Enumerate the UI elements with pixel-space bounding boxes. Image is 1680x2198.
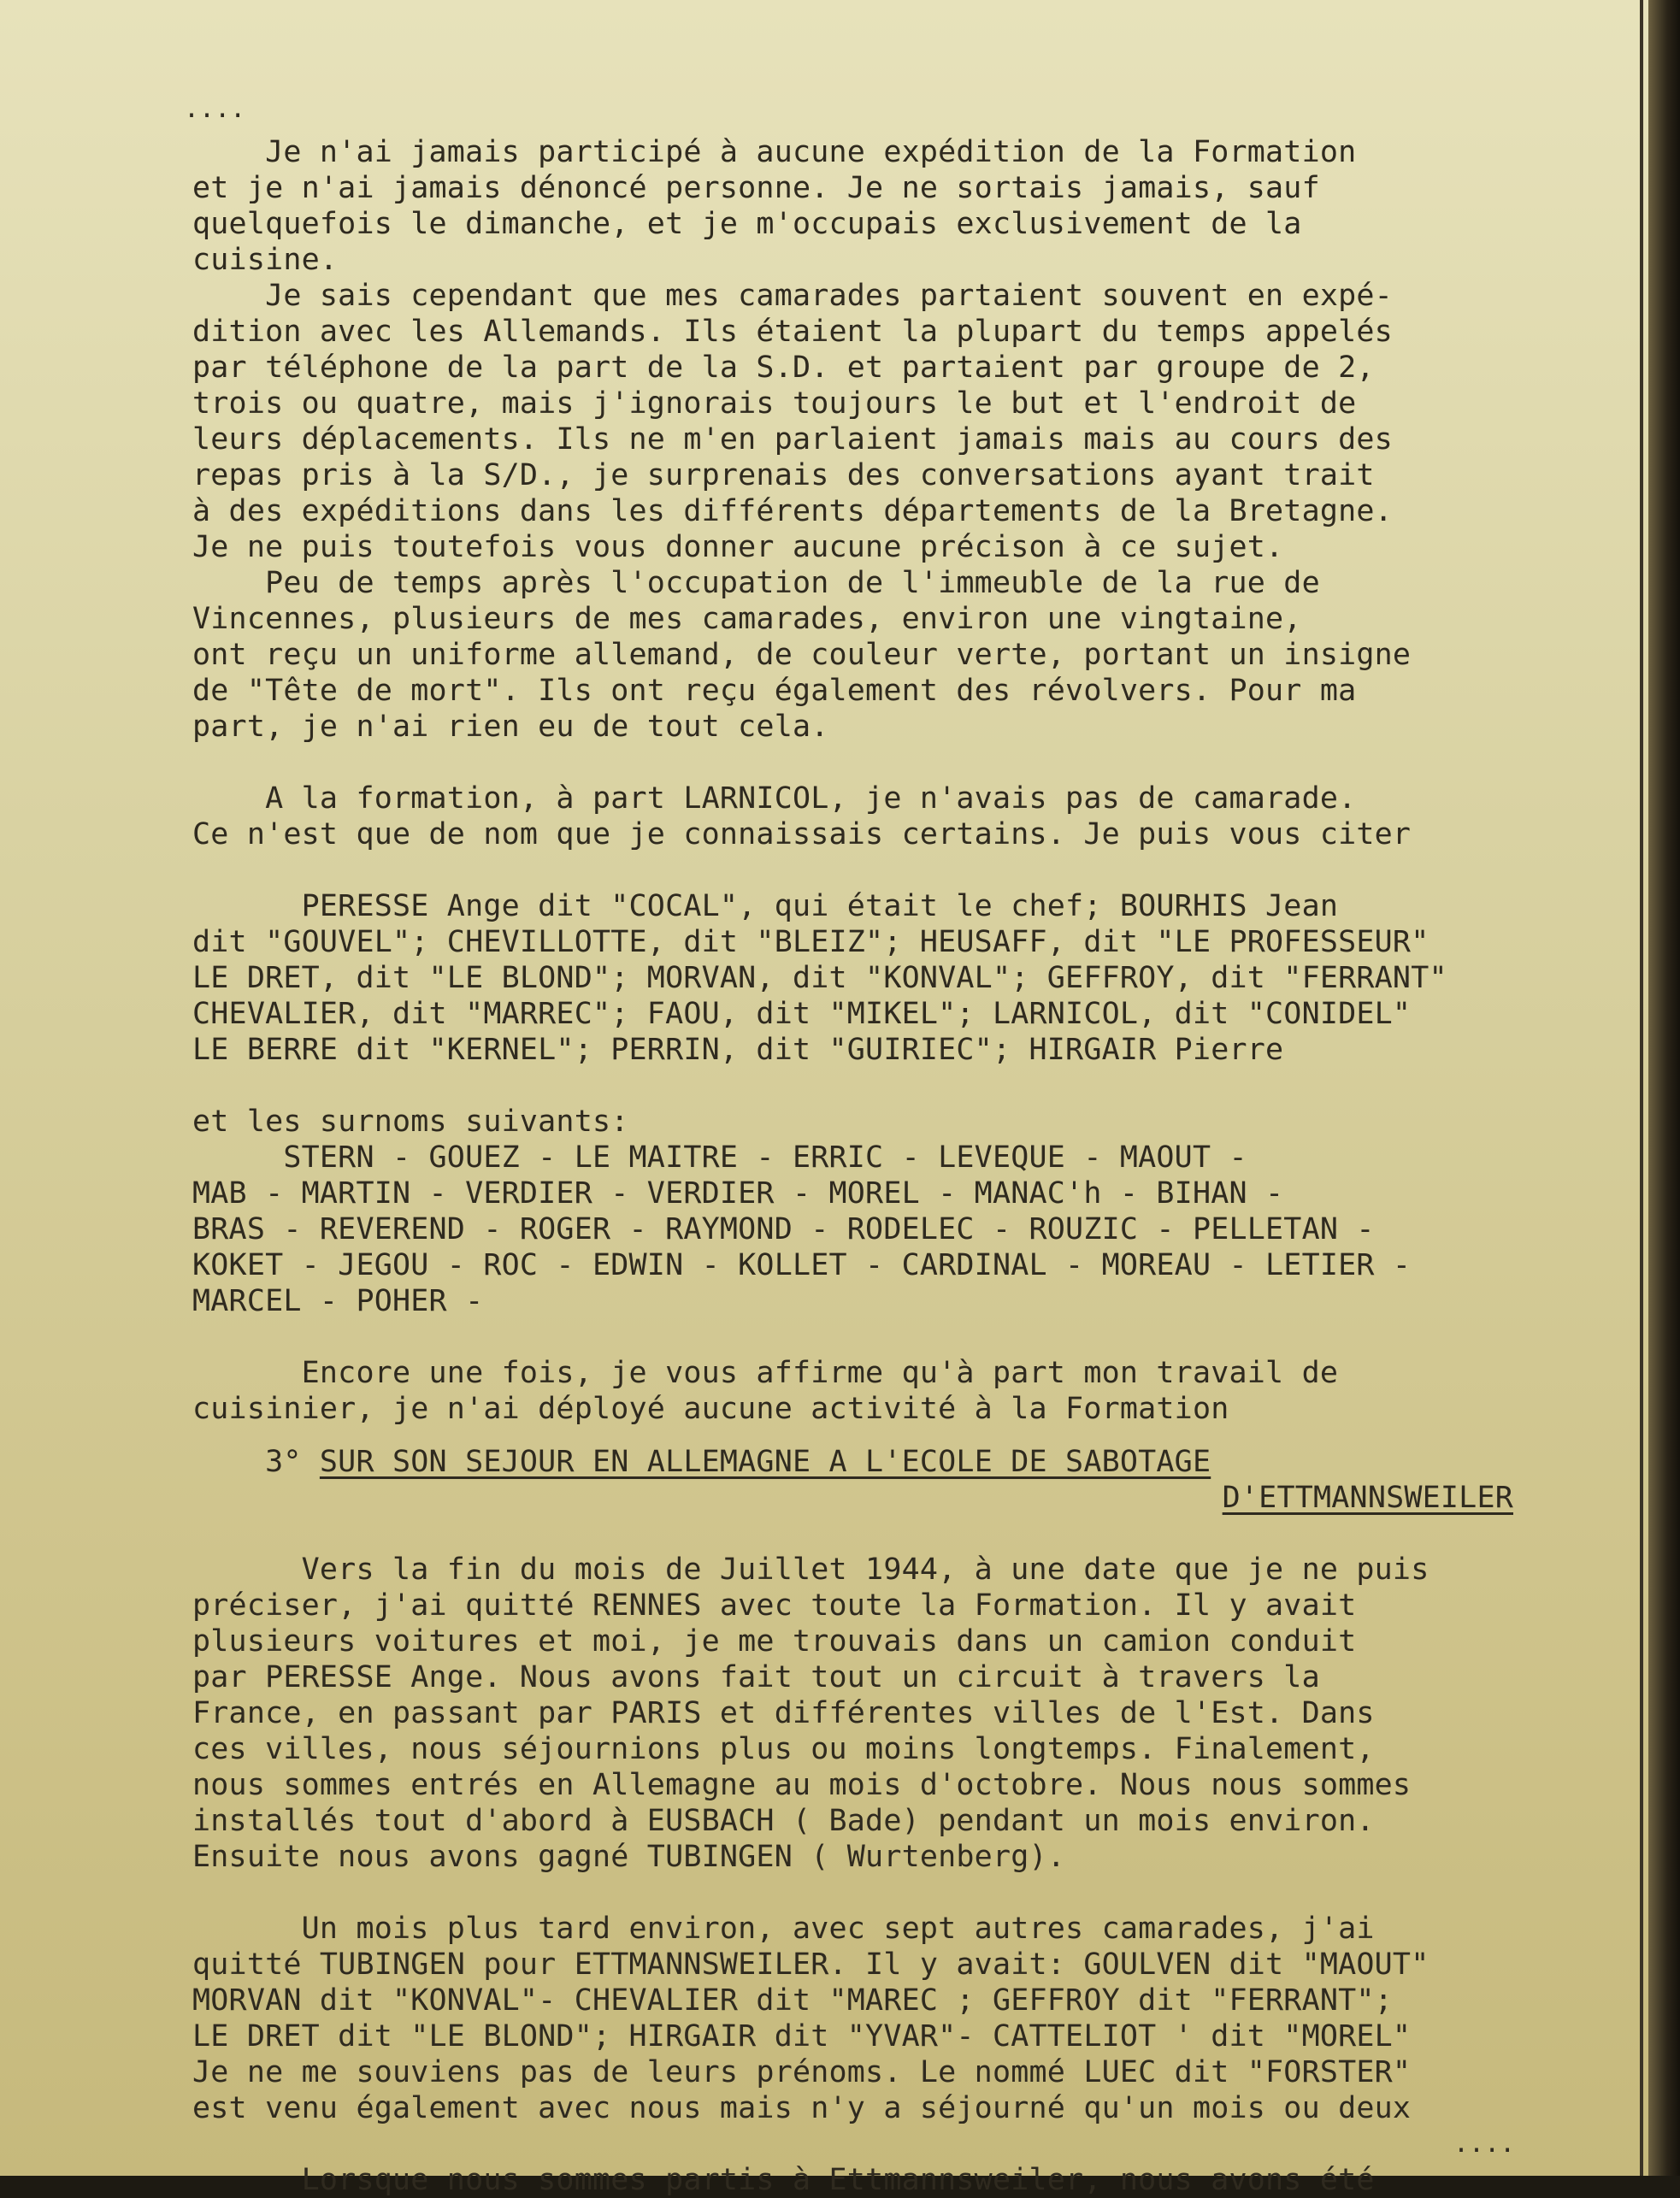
heading-line-2: D'ETTMANNSWEILER [1222,1481,1513,1515]
text-line: cuisinier, je n'ai déployé aucune activité à la Formation [192,1392,1229,1426]
text-line: A la formation, à part LARNICOL, je n'avais pas de camarade. [192,781,1357,816]
text-line: Vers la fin du mois de Juillet 1944, à une date que je ne puis [192,1553,1429,1587]
section-heading [192,1444,1637,1516]
text-line: et je n'ai jamais dénoncé personne. Je ne sortais jamais, sauf [192,171,1320,205]
text-line: Ce n'est que de nom que je connaissais certains. Je puis vous citer [192,817,1412,852]
text-line: plusieurs voitures et moi, je me trouvais dans un camion conduit [192,1624,1357,1659]
text-line: Je ne me souviens pas de leurs prénoms. Le nommé LUEC dit "FORSTER" [192,2055,1412,2089]
page-fold-line [1640,0,1643,2176]
text-line: LE BERRE dit "KERNEL"; PERRIN, dit "GUIRIEC"; HIRGAIR Pierre [192,1033,1284,1067]
continuation-dots-bottom: .... [1453,2129,1516,2159]
text-line: Un mois plus tard environ, avec sept autres camarades, j'ai [192,1912,1375,1946]
text-line: France, en passant par PARIS et différentes villes de l'Est. Dans [192,1696,1375,1730]
text-line: à des expéditions dans les différents départements de la Bretagne. [192,494,1393,528]
text-line: installés tout d'abord à EUSBACH ( Bade) pendant un mois environ. [192,1804,1375,1838]
surnames-intro: et les surnoms suivants: [192,1105,629,1139]
text-line: trois ou quatre, mais j'ignorais toujours le but et l'endroit de [192,386,1357,421]
paragraph-8 [192,2162,1637,2198]
text-line: par téléphone de la part de la S.D. et partaient par groupe de 2, [192,351,1375,385]
text-line: LE DRET, dit "LE BLOND"; MORVAN, dit "KONVAL"; GEFFROY, dit "FERRANT" [192,961,1447,995]
text-line: préciser, j'ai quitté RENNES avec toute la Formation. Il y avait [192,1588,1357,1623]
text-line: ont reçu un uniforme allemand, de couleur verte, portant un insigne [192,638,1412,672]
text-line: Je ne puis toutefois vous donner aucune précison à ce sujet. [192,530,1284,564]
text-line: ces villes, nous séjournions plus ou moins longtemps. Finalement, [192,1732,1375,1766]
text-line: par PERESSE Ange. Nous avons fait tout un circuit à travers la [192,1660,1320,1694]
paragraph-1 [192,134,1637,278]
text-line: KOKET - JEGOU - ROC - EDWIN - KOLLET - CARDINAL - MOREAU - LETIER - [192,1248,1412,1282]
text-line: nous sommes entrés en Allemagne au mois d'octobre. Nous nous sommes [192,1768,1412,1802]
text-line: quelquefois le dimanche, et je m'occupais exclusivement de la [192,207,1302,241]
text-line: part, je n'ai rien eu de tout cela. [192,710,829,744]
text-line: Encore une fois, je vous affirme qu'à part mon travail de [192,1356,1339,1390]
binder-edge [1648,0,1680,2176]
text-line: Je n'ai jamais participé à aucune expédition de la Formation [192,135,1357,169]
text-line: quitté TUBINGEN pour ETTMANNSWEILER. Il y avait: GOULVEN dit "MAOUT" [192,1948,1429,1982]
heading-line-1: SUR SON SEJOUR EN ALLEMAGNE A L'ECOLE DE SABOTAGE [319,1445,1211,1479]
heading-number: 3° [192,1445,320,1479]
text-line: LE DRET dit "LE BLOND"; HIRGAIR dit "YVAR"- CATTELIOT ' dit "MOREL" [192,2019,1412,2054]
text-line: MORVAN dit "KONVAL"- CHEVALIER dit "MAREC ; GEFFROY dit "FERRANT"; [192,1983,1393,2018]
text-line: Lorsque nous sommes partis à Ettmannsweiler, nous avons été [192,2163,1375,2197]
text-line: dition avec les Allemands. Ils étaient la plupart du temps appelés [192,315,1393,349]
text-line: PERESSE Ange dit "COCAL", qui était le chef; BOURHIS Jean [192,889,1339,923]
text-line: MARCEL - POHER - [192,1284,484,1318]
paragraph-2 [192,278,1637,565]
surnames-list [192,1140,1637,1319]
text-line: Peu de temps après l'occupation de l'immeuble de la rue de [192,566,1320,600]
text-line: leurs déplacements. Ils ne m'en parlaient jamais mais au cours des [192,422,1393,457]
text-line: repas pris à la S/D., je surprenais des conversations ayant trait [192,458,1375,492]
text-line: Je sais cependant que mes camarades partaient souvent en expé- [192,279,1393,313]
text-line: dit "GOUVEL"; CHEVILLOTTE, dit "BLEIZ"; HEUSAFF, dit "LE PROFESSEUR" [192,925,1429,959]
document-body [192,98,1637,2198]
text-line: BRAS - REVEREND - ROGER - RAYMOND - RODELEC - ROUZIC - PELLETAN - [192,1212,1375,1246]
names-list [192,888,1637,1068]
text-line: CHEVALIER, dit "MARREC"; FAOU, dit "MIKEL"; LARNICOL, dit "CONIDEL" [192,997,1412,1031]
text-line: Vincennes, plusieurs de mes camarades, environ une vingtaine, [192,602,1302,636]
text-line: est venu également avec nous mais n'y a séjourné qu'un mois ou deux [192,2091,1412,2125]
paragraph-3 [192,565,1637,745]
paragraph-7 [192,1911,1637,2126]
paragraph-6 [192,1552,1637,1875]
text-line: Ensuite nous avons gagné TUBINGEN ( Wurtenberg). [192,1840,1066,1874]
paragraph-5 [192,1355,1637,1427]
text-line: MAB - MARTIN - VERDIER - VERDIER - MOREL - MANAC'h - BIHAN - [192,1176,1284,1211]
continuation-dots-top: .... [184,94,246,124]
text-line: cuisine. [192,243,339,277]
paragraph-4 [192,781,1637,852]
text-line: STERN - GOUEZ - LE MAITRE - ERRIC - LEVEQUE - MAOUT - [192,1140,1247,1175]
text-line: de "Tête de mort". Ils ont reçu également des révolvers. Pour ma [192,674,1357,708]
